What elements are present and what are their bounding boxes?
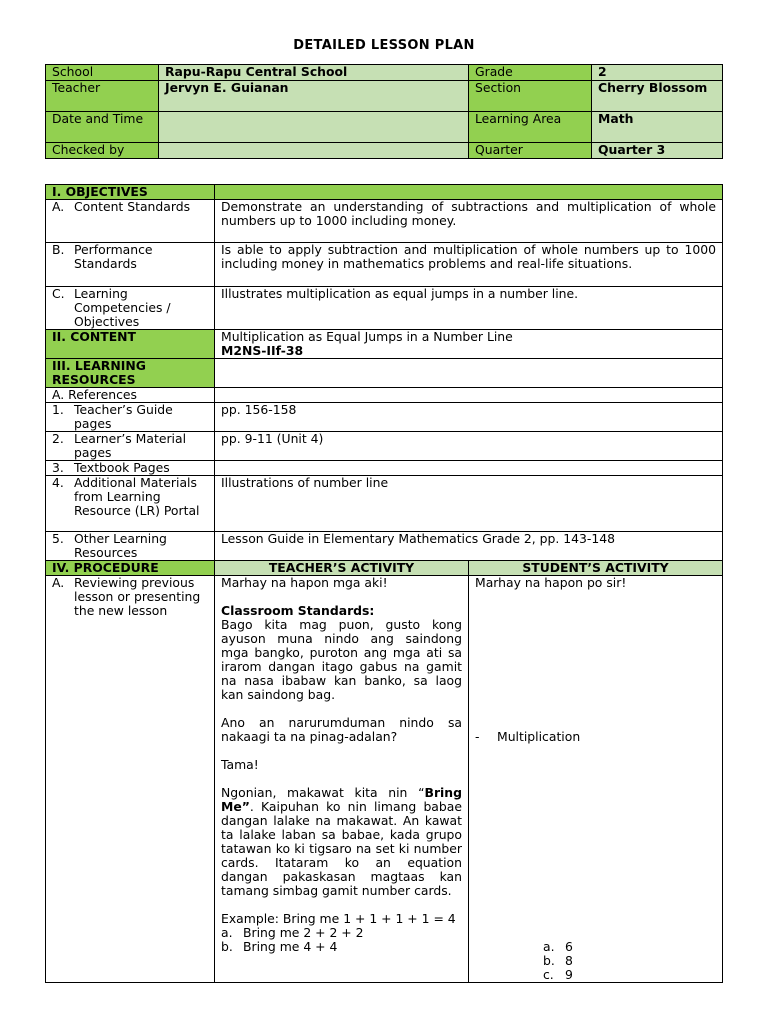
school-label: School [46,65,159,81]
teacher-label: Teacher [46,81,159,112]
learning-area-label: Learning Area [469,112,592,143]
section-label: Section [469,81,592,112]
content-code: M2NS-IIf-38 [221,343,304,358]
student-answer-c: c. 9 [543,967,573,982]
other-resources-value: Lesson Guide in Elementary Mathematics Grade 2, pp. 143-148 [215,532,723,561]
teachers-guide-value: pp. 156-158 [215,403,723,432]
learning-resources-heading: III. LEARNING RESOURCES [46,359,215,388]
student-activity-header: STUDENT’S ACTIVITY [469,561,723,576]
additional-materials-label: 4. Additional Materials from Learning Resource (LR) Portal [46,476,215,532]
student-answer-a: a. 6 [543,939,573,954]
teacher-question: Ano an narurumduman nindo sa nakaagi ta na pinag-adalan? [221,715,462,744]
other-resources-label: 5. Other Learning Resources [46,532,215,561]
textbook-pages-value [215,461,723,476]
grade-value: 2 [592,65,723,81]
student-answer-multiplication: - Multiplication [475,729,581,744]
document-title: DETAILED LESSON PLAN [293,38,475,53]
teacher-value: Jervyn E. Guianan [159,81,469,112]
teacher-greeting: Marhay na hapon mga aki! [221,575,388,590]
competencies-text: Illustrates multiplication as equal jumps in a number line. [215,287,723,330]
content-text [215,330,723,359]
learners-material-label: 2. Learner’s Material pages [46,432,215,461]
classroom-standards-heading: Classroom Standards: [221,603,375,618]
example-item-b: b. Bring me 4 + 4 [221,939,338,954]
student-greeting: Marhay na hapon po sir! [475,575,627,590]
objectives-heading: I. OBJECTIVES [46,185,215,200]
student-activity-cell [469,576,723,983]
checked-by-value [159,143,469,159]
reviewing-lesson-label: A. Reviewing previous lesson or presenting the new lesson [46,576,215,983]
procedure-heading: IV. PROCEDURE [46,561,215,576]
student-answer-b: b. 8 [543,953,573,968]
content-standards-label: A. Content Standards [46,200,215,243]
content-topic: Multiplication as Equal Jumps in a Number Line [221,329,513,344]
objectives-heading-fill [215,185,723,200]
quarter-value: Quarter 3 [592,143,723,159]
learning-area-value: Math [592,112,723,143]
quarter-label: Quarter [469,143,592,159]
content-standards-text: Demonstrate an understanding of subtractions and multiplication of whole numbers up to 1000 including money. [215,200,723,243]
game-example: Example: Bring me 1 + 1 + 1 + 1 = 4 [221,911,456,926]
teachers-guide-label: 1. Teacher’s Guide pages [46,403,215,432]
date-label: Date and Time [46,112,159,143]
teacher-activity-cell [215,576,469,983]
school-value: Rapu-Rapu Central School [159,65,469,81]
teacher-activity-header: TEACHER’S ACTIVITY [215,561,469,576]
section-value: Cherry Blossom [592,81,723,112]
classroom-standards-text: Bago kita mag puon, gusto kong ayuson muna nindo ang saindong mga bangko, puroton ang mga ati sa irarom dangan itago gabus na gamit na nasa ibabaw kan banko, sa laog kan saindong bag. [221,617,462,702]
teacher-tama: Tama! [221,757,259,772]
additional-materials-value: Illustrations of number line [215,476,723,532]
example-item-a: a. Bring me 2 + 2 + 2 [221,925,364,940]
game-instructions: Ngonian, makawat kita nin “Bring Me”. Kaipuhan ko nin limang babae dangan lalake na makawat. An kawat ta lalake laban sa babae, kada grupo tatawan ko ki tigsaro na set ki number cards. Itataram ko an equation dangan pakaskasan magtaas kan tamang simbag gamit number cards. [221,785,462,898]
performance-standards-label: B. Performance Standards [46,243,215,287]
date-value [159,112,469,143]
learners-material-value: pp. 9-11 (Unit 4) [215,432,723,461]
grade-label: Grade [469,65,592,81]
references-label: A. References [46,388,215,403]
competencies-label: C. Learning Competencies / Objectives [46,287,215,330]
header-table [45,64,723,159]
lesson-table [45,184,723,983]
content-heading: II. CONTENT [46,330,215,359]
performance-standards-text: Is able to apply subtraction and multiplication of whole numbers up to 1000 including money in mathematics problems and real-life situations. [215,243,723,287]
learning-resources-fill [215,359,723,388]
checked-by-label: Checked by [46,143,159,159]
textbook-pages-label: 3. Textbook Pages [46,461,215,476]
